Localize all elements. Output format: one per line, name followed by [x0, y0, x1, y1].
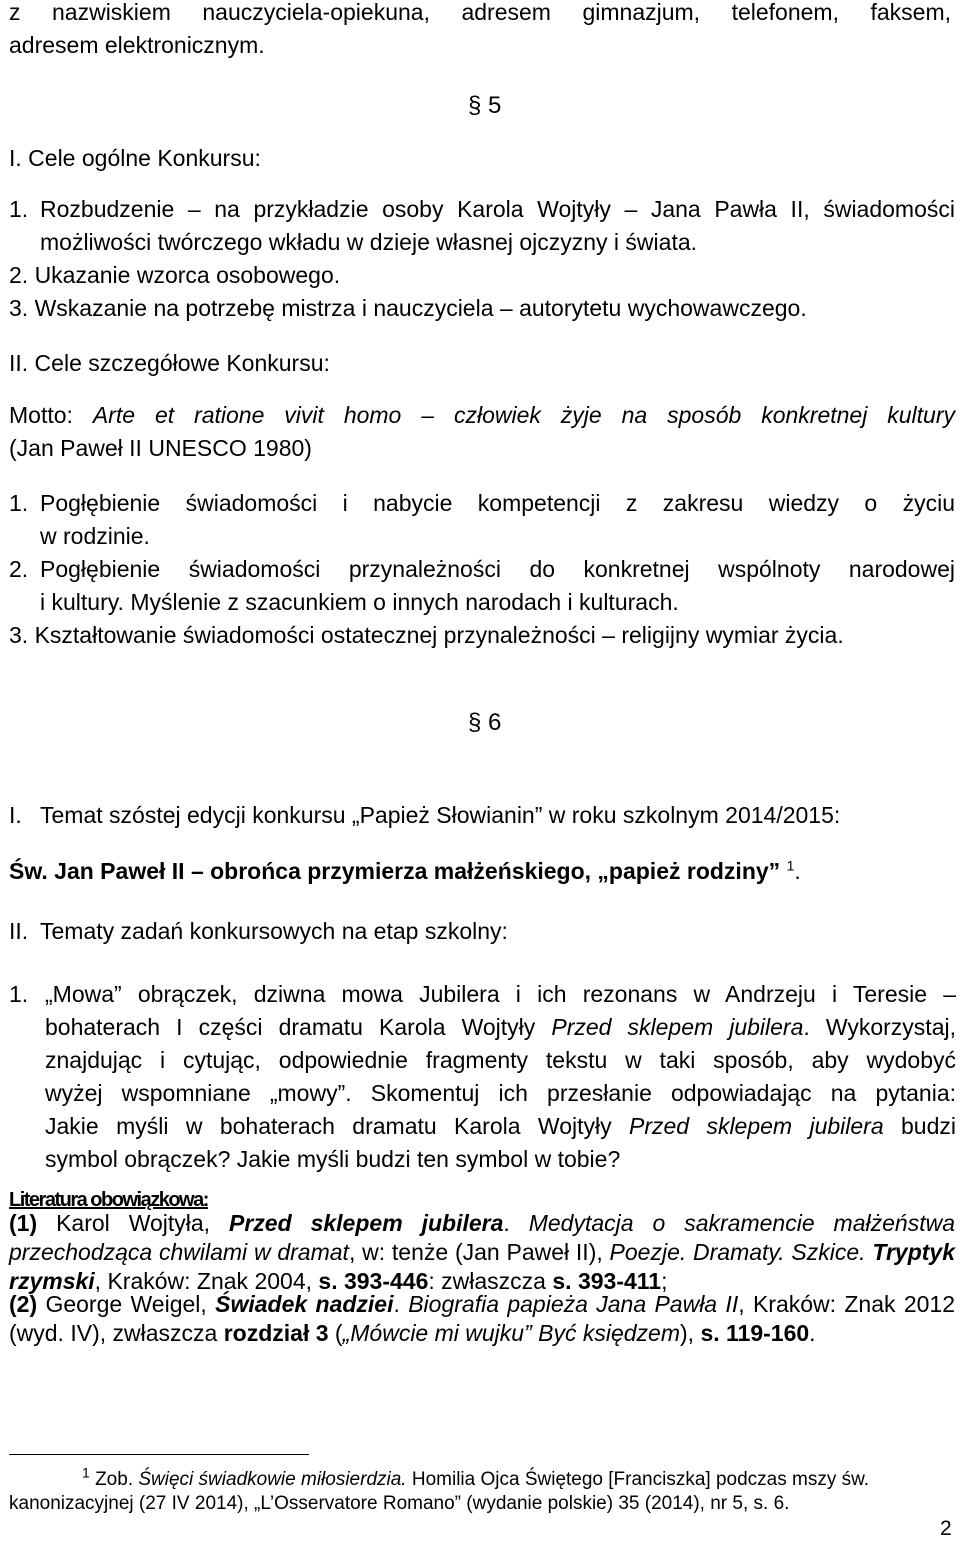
- section-mark-5: § 5: [468, 92, 502, 119]
- spec-1-number: 1.: [9, 490, 29, 516]
- task-1-line-4: wyżej wspomniane „mowy”. Skomentuj ich przesłanie odpowiadając na pytania:: [45, 1080, 956, 1106]
- spec-2-line-2: i kultury. Myślenie z szacunkiem o innych narodach i kulturach.: [40, 589, 679, 615]
- goal-1-number: 1.: [9, 196, 29, 222]
- spec-1-line-1: Pogłębienie świadomości i nabycie kompetencji z zakresu wiedzy o życiu: [40, 490, 955, 516]
- task-1-line-6: symbol obrączek? Jakie myśli budzi ten symbol w tobie?: [45, 1146, 621, 1172]
- goal-3: 3. Wskazanie na potrzebę mistrza i nauczyciela – autorytetu wychowawczego.: [9, 295, 807, 321]
- task-1-line-1: „Mowa” obrączek, dziwna mowa Jubilera i ich rezonans w Andrzeju i Teresie –: [45, 981, 956, 1007]
- heading-general-goals: I. Cele ogólne Konkursu:: [9, 145, 261, 171]
- task-1-line-5: Jakie myśli w bohaterach dramatu Karola Wojtyły Przed sklepem jubilera budzi: [45, 1113, 956, 1139]
- task-1-line-3: znajdując i cytując, odpowiednie fragmenty tekstu w taki sposób, aby wydobyć: [45, 1047, 956, 1073]
- theme-heading: Temat szóstej edycji konkursu „Papież Słowianin” w roku szkolnym 2014/2015:: [40, 802, 841, 828]
- heading-specific-goals: II. Cele szczegółowe Konkursu:: [9, 350, 330, 376]
- reading-1-line-2: przechodząca chwilami w dramat, w: tenże (Jan Paweł II), Poezje. Dramaty. Szkice. Tryptyk: [9, 1239, 956, 1265]
- motto-text: Arte et ratione vivit homo – człowiek żyje na sposób konkretnej kultury: [92, 402, 955, 428]
- section-mark-6: § 6: [468, 709, 502, 736]
- goal-1-line-1: Rozbudzenie – na przykładzie osoby Karola Wojtyły – Jana Pawła II, świadomości: [40, 196, 955, 222]
- intro-line-1: z nazwiskiem nauczyciela-opiekuna, adresem gimnazjum, telefonem, faksem,: [9, 0, 951, 25]
- footnote-line-1: $^1$ Zob. Święci świadkowie miłosierdzia. Homilia Ojca Świętego [Franciszka] podczas mszy św.: [82, 1464, 870, 1490]
- spec-2-number: 2.: [9, 556, 29, 582]
- literature-heading: Literatura obowiązkowa:: [9, 1189, 208, 1211]
- goal-1-line-2: możliwości twórczego wkładu w dzieje własnej ojczyzny i świata.: [40, 229, 698, 255]
- motto: Motto: Arte et ratione vivit homo – człowiek żyje na sposób konkretnej kultury: [9, 402, 955, 428]
- reading-2-line-2: (wyd. IV), zwłaszcza rozdział 3 („Mówcie mi wujku” Być księdzem), s. 119-160.: [9, 1320, 816, 1346]
- spec-2-line-1: Pogłębienie świadomości przynależności do konkretnej wspólnoty narodowej: [40, 556, 955, 582]
- footnote-separator: [9, 1454, 309, 1455]
- task-1-line-2: bohaterach I części dramatu Karola Wojtyły Przed sklepem jubilera. Wykorzystaj,: [45, 1014, 956, 1040]
- tasks-heading-number: II.: [9, 918, 29, 944]
- page-number: 2: [940, 1517, 952, 1540]
- motto-source: (Jan Paweł II UNESCO 1980): [9, 435, 312, 461]
- spec-3: 3. Kształtowanie świadomości ostatecznej przynależności – religijny wymiar życia.: [9, 622, 844, 648]
- edition-theme: Św. Jan Paweł II – obrońca przymierza małżeńskiego, „papież rodziny” $^1$.: [9, 857, 801, 884]
- theme-heading-number: I.: [9, 802, 22, 828]
- spec-1-line-2: w rodzinie.: [40, 523, 150, 549]
- task-1-number: 1.: [9, 981, 29, 1007]
- footnote-ref: 1: [786, 857, 795, 874]
- reading-1-line-1: (1) Karol Wojtyła, Przed sklepem jubilera. Medytacja o sakramencie małżeństwa: [9, 1210, 955, 1236]
- reading-1-line-3: rzymski, Kraków: Znak 2004, s. 393-446: zwłaszcza s. 393-411;: [9, 1268, 668, 1294]
- footnote-line-2: kanonizacyjnej (27 IV 2014), „L’Osservatore Romano” (wydanie polskie) 35 (2014), nr 5, s. 6.: [9, 1493, 790, 1514]
- intro-line-2: adresem elektronicznym.: [9, 32, 265, 58]
- footnote-number: 1: [82, 1464, 90, 1481]
- tasks-heading: Tematy zadań konkursowych na etap szkolny:: [40, 918, 508, 944]
- goal-2: 2. Ukazanie wzorca osobowego.: [9, 262, 341, 288]
- reading-2-line-1: (2) George Weigel, Świadek nadziei. Biografia papieża Jana Pawła II, Kraków: Znak 2012: [9, 1291, 956, 1317]
